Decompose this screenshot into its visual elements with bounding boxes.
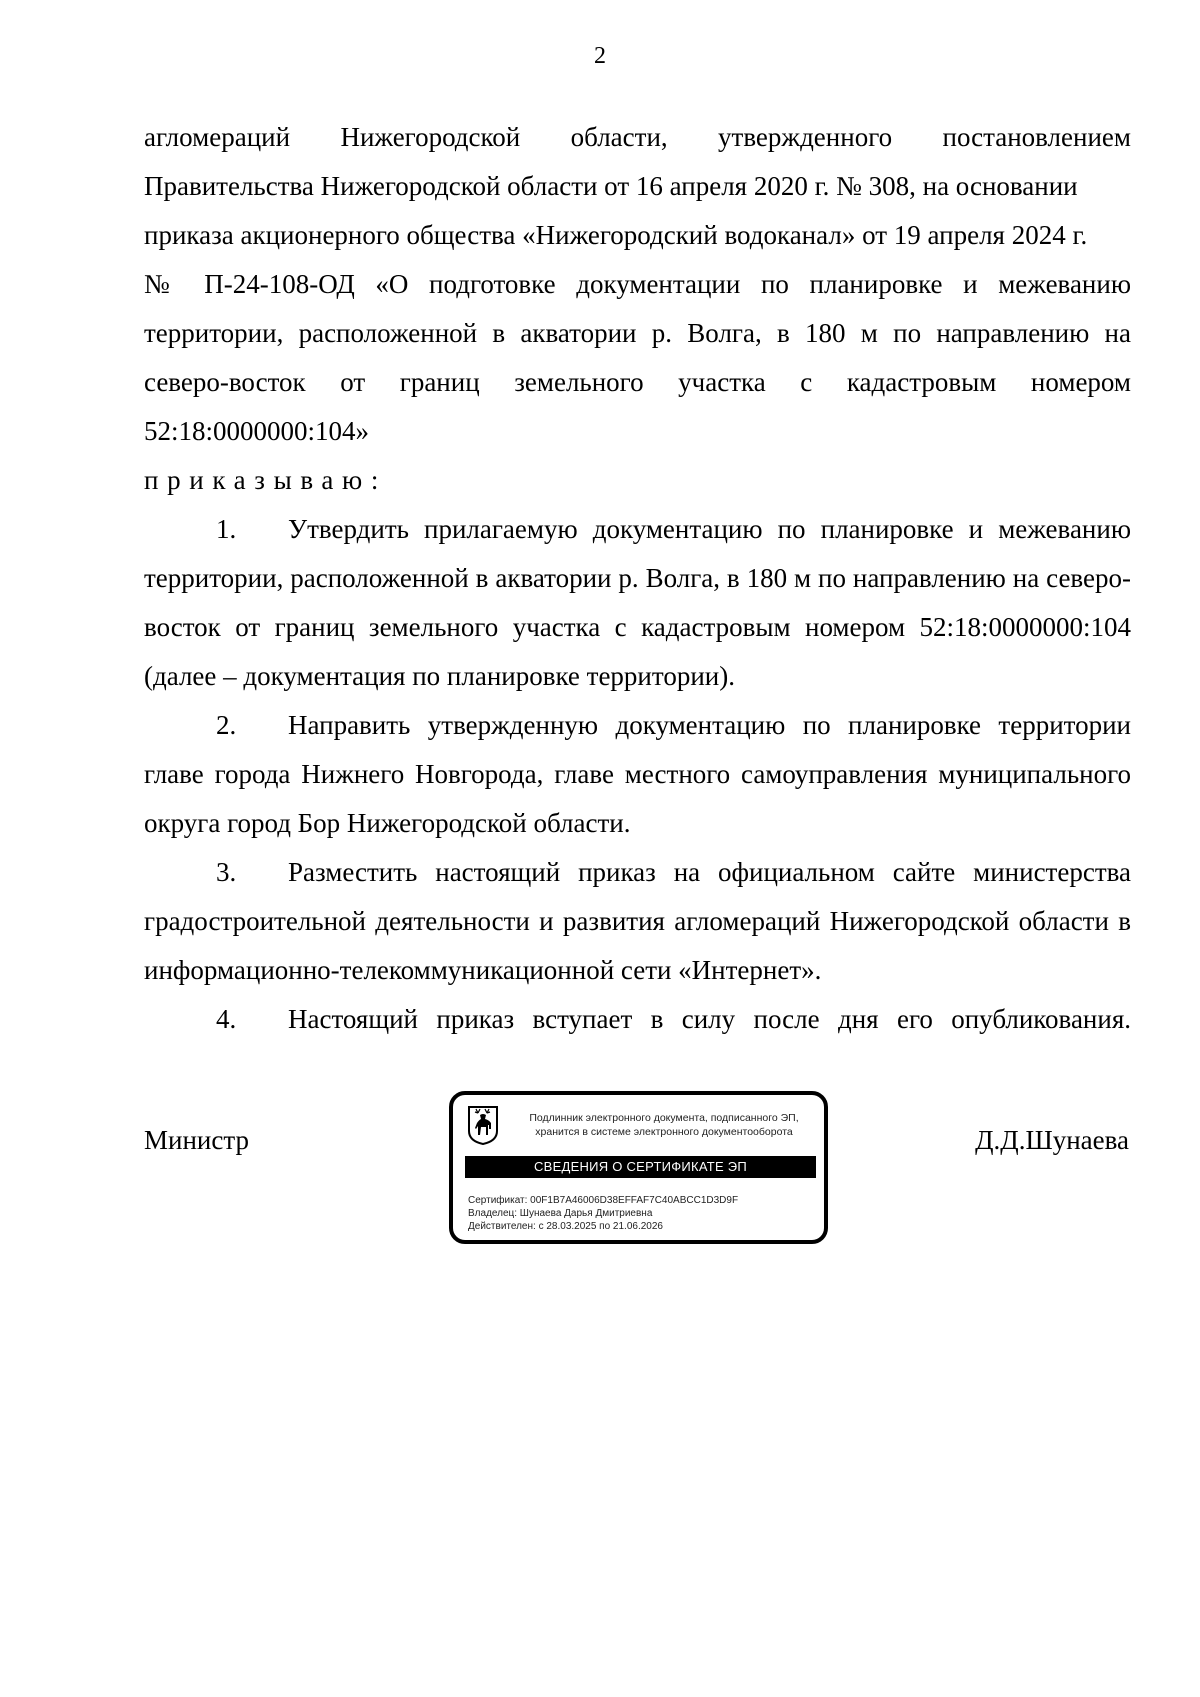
page-number: 2	[594, 43, 606, 69]
certificate-title-bar: СВЕДЕНИЯ О СЕРТИФИКАТЕ ЭП	[465, 1156, 816, 1178]
item-text: Направить утвержденную документацию по планировке территории главе города Нижнего Новгорода, главе местного самоуправления муниципального округа город Бор Нижегородской области.	[144, 710, 1131, 838]
item-number: 4.	[216, 1004, 237, 1034]
signer-name: Д.Д.Шунаева	[975, 1125, 1129, 1155]
deer-emblem-icon	[467, 1105, 499, 1145]
order-item-2	[144, 701, 1131, 848]
preamble-line: приказа акционерного общества «Нижегородский водоканал» от 19 апреля 2024 г.	[144, 220, 1088, 250]
item-number: 3.	[216, 857, 237, 887]
stamp-note-line: Подлинник электронного документа, подписанного ЭП,	[529, 1112, 799, 1124]
certificate-owner: Владелец: Шунаева Дарья Дмитриевна	[468, 1208, 653, 1219]
certificate-number: Сертификат: 00F1B7A46006D38EFFAF7C40ABCC1D3D9F	[468, 1195, 739, 1206]
order-word: приказываю:	[144, 465, 387, 495]
preamble-line: № П-24-108-ОД «О подготовке документации по планировке и межеванию	[144, 269, 1131, 299]
certificate-validity: Действителен: с 28.03.2025 по 21.06.2026	[468, 1221, 663, 1232]
certificate-details	[468, 1194, 738, 1233]
preamble-line: Правительства Нижегородской области от 16 апреля 2020 г. № 308, на основании	[144, 171, 1078, 201]
item-text: Утвердить прилагаемую документацию по планировке и межеванию территории, расположенной в акватории р. Волга, в 180 м по направлению на северо-восток от границ земельного участка с кадастровым номером 52:18:0000000:104 (далее – документация по планировке территории).	[144, 514, 1131, 691]
signer-position: Министр	[144, 1125, 249, 1155]
item-text: Разместить настоящий приказ на официальном сайте министерства градостроительной деятельности и развития агломераций Нижегородской области в информационно-телекоммуникационной сети «Интернет».	[144, 857, 1131, 985]
preamble	[144, 113, 1131, 456]
preamble-line: северо-восток от границ земельного участка с кадастровым номером	[144, 367, 1131, 397]
order-item-4	[144, 995, 1131, 1044]
item-text: Настоящий приказ вступает в силу после дня его опубликования.	[288, 1004, 1131, 1034]
preamble-line: 52:18:0000000:104»	[144, 416, 370, 446]
item-number: 2.	[216, 710, 237, 740]
item-number: 1.	[216, 514, 237, 544]
order-item-1	[144, 505, 1131, 701]
preamble-line: агломераций Нижегородской области, утвержденного постановлением	[144, 122, 1131, 152]
electronic-signature-stamp	[449, 1091, 828, 1244]
preamble-line: территории, расположенной в акватории р. Волга, в 180 м по направлению на	[144, 318, 1131, 348]
stamp-note-line: хранится в системе электронного документооборота	[535, 1126, 793, 1138]
document-body	[144, 113, 1131, 1044]
order-item-3	[144, 848, 1131, 995]
stamp-note	[509, 1111, 819, 1139]
